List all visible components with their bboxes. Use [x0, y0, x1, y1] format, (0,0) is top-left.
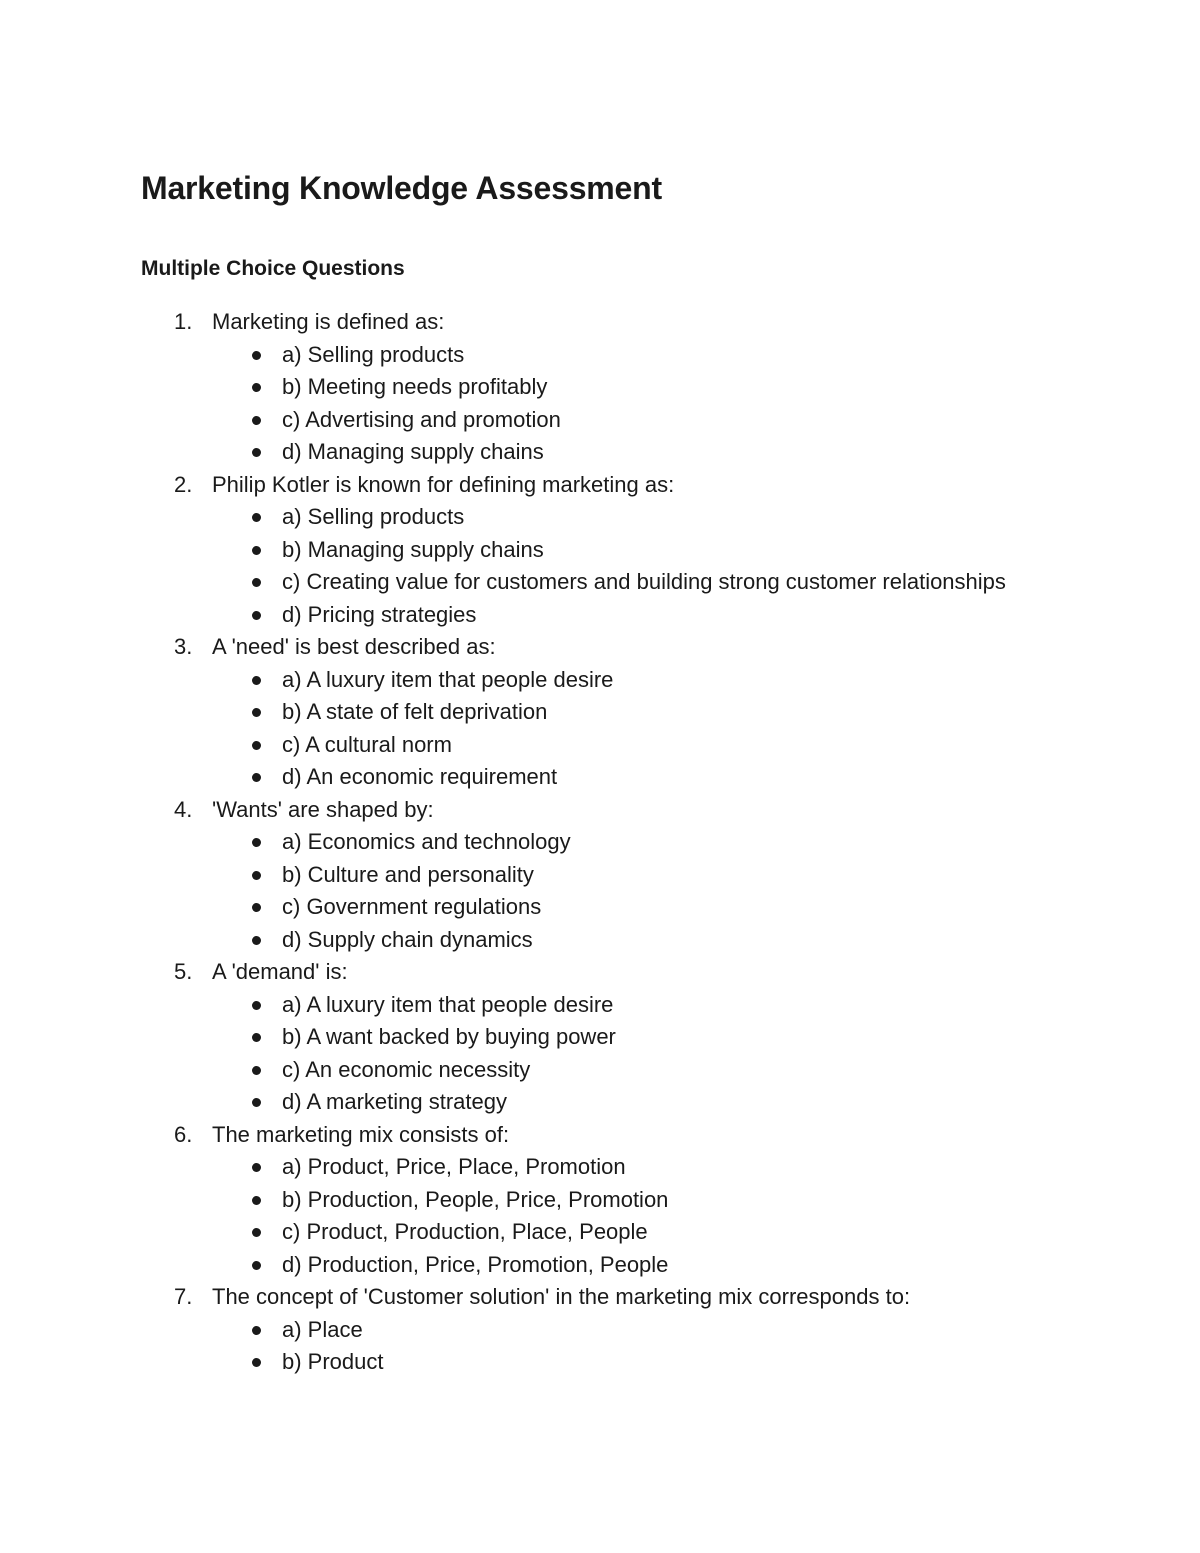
option-item — [212, 1249, 1041, 1282]
bullet-icon — [252, 1001, 261, 1010]
option-text: b) Product — [282, 1349, 384, 1374]
bullet-icon — [252, 448, 261, 457]
option-item — [212, 696, 1041, 729]
option-item — [212, 1086, 1041, 1119]
bullet-icon — [252, 513, 261, 522]
option-text: c) Product, Production, Place, People — [282, 1219, 648, 1244]
option-list — [212, 989, 1041, 1119]
bullet-icon — [252, 1066, 261, 1075]
bullet-icon — [252, 578, 261, 587]
option-text: d) Production, Price, Promotion, People — [282, 1251, 669, 1277]
option-text: d) Pricing strategies — [282, 601, 477, 627]
bullet-icon — [252, 676, 261, 685]
bullet-icon — [252, 708, 261, 717]
option-item — [212, 729, 1041, 762]
bullet-icon — [252, 871, 261, 880]
option-text: d) An economic requirement — [282, 764, 558, 789]
question-item — [141, 631, 1041, 794]
option-item — [212, 1216, 1041, 1249]
option-text: d) Supply chain dynamics — [282, 926, 533, 952]
option-text: b) A want backed by buying power — [282, 1024, 616, 1049]
option-item — [212, 891, 1041, 924]
option-item — [212, 1151, 1041, 1184]
option-item — [212, 436, 1041, 469]
question-text: Philip Kotler is known for defining marketing as: — [212, 471, 675, 497]
section-heading: Multiple Choice Questions — [141, 257, 405, 280]
option-list — [212, 501, 1041, 631]
bullet-icon — [252, 1261, 261, 1270]
option-text: c) An economic necessity — [282, 1056, 531, 1082]
option-item — [212, 371, 1041, 404]
option-text: b) Managing supply chains — [282, 536, 544, 562]
question-text: The concept of 'Customer solution' in the marketing mix corresponds to: — [212, 1284, 911, 1309]
question-text: A 'need' is best described as: — [212, 634, 496, 659]
option-text: b) Production, People, Price, Promotion — [282, 1186, 669, 1212]
option-text: d) A marketing strategy — [282, 1089, 507, 1114]
bullet-icon — [252, 773, 261, 782]
option-item — [212, 859, 1041, 892]
question-text: The marketing mix consists of: — [212, 1121, 510, 1147]
option-text: a) Product, Price, Place, Promotion — [282, 1154, 626, 1179]
question-number: 2. — [174, 471, 193, 497]
option-text: a) A luxury item that people desire — [282, 991, 614, 1017]
option-item — [212, 599, 1041, 632]
bullet-icon — [252, 1358, 261, 1367]
option-text: c) Advertising and promotion — [282, 406, 561, 432]
option-list — [212, 1151, 1041, 1281]
option-text: d) Managing supply chains — [282, 439, 544, 464]
bullet-icon — [252, 351, 261, 360]
question-number: 6. — [174, 1121, 193, 1147]
option-list — [212, 826, 1041, 956]
option-item — [212, 404, 1041, 437]
bullet-icon — [252, 838, 261, 847]
option-item — [212, 566, 1041, 599]
option-text: a) Economics and technology — [282, 829, 571, 854]
option-item — [212, 664, 1041, 697]
option-item — [212, 761, 1041, 794]
option-item — [212, 1314, 1041, 1347]
option-item — [212, 534, 1041, 567]
question-item — [141, 956, 1041, 1119]
question-number: 7. — [174, 1284, 193, 1309]
bullet-icon — [252, 1033, 261, 1042]
option-text: b) A state of felt deprivation — [282, 699, 548, 724]
bullet-icon — [252, 1196, 261, 1205]
question-number: 3. — [174, 634, 193, 659]
document-title: Marketing Knowledge Assessment — [141, 170, 662, 206]
option-text: a) Selling products — [282, 504, 465, 529]
option-list — [212, 664, 1041, 794]
bullet-icon — [252, 1326, 261, 1335]
option-text: a) Selling products — [282, 341, 465, 367]
option-item — [212, 924, 1041, 957]
option-text: c) Government regulations — [282, 894, 542, 919]
question-text: A 'demand' is: — [212, 959, 348, 984]
question-item — [141, 1281, 1041, 1379]
option-text: b) Culture and personality — [282, 861, 534, 887]
bullet-icon — [252, 546, 261, 555]
option-text: c) A cultural norm — [282, 731, 452, 757]
option-item — [212, 501, 1041, 534]
bullet-icon — [252, 741, 261, 750]
option-item — [212, 1054, 1041, 1087]
option-text: c) Creating value for customers and building strong customer relationships — [282, 569, 1006, 594]
bullet-icon — [252, 936, 261, 945]
question-item — [141, 794, 1041, 957]
question-item — [141, 469, 1041, 632]
question-text: 'Wants' are shaped by: — [212, 796, 434, 822]
bullet-icon — [252, 1163, 261, 1172]
option-item — [212, 989, 1041, 1022]
option-item — [212, 826, 1041, 859]
bullet-icon — [252, 1098, 261, 1107]
question-item — [141, 1119, 1041, 1282]
question-number: 1. — [174, 309, 193, 334]
option-item — [212, 339, 1041, 372]
bullet-icon — [252, 383, 261, 392]
option-text: a) A luxury item that people desire — [282, 666, 614, 692]
bullet-icon — [252, 903, 261, 912]
option-item — [212, 1346, 1041, 1379]
option-list — [212, 1314, 1041, 1379]
question-number: 5. — [174, 959, 193, 984]
bullet-icon — [252, 1228, 261, 1237]
question-text: Marketing is defined as: — [212, 309, 445, 334]
bullet-icon — [252, 416, 261, 425]
option-text: a) Place — [282, 1316, 363, 1342]
bullet-icon — [252, 611, 261, 620]
option-text: b) Meeting needs profitably — [282, 374, 548, 399]
question-list — [141, 306, 1041, 1379]
question-number: 4. — [174, 796, 193, 822]
option-list — [212, 339, 1041, 469]
option-item — [212, 1021, 1041, 1054]
question-item — [141, 306, 1041, 469]
option-item — [212, 1184, 1041, 1217]
